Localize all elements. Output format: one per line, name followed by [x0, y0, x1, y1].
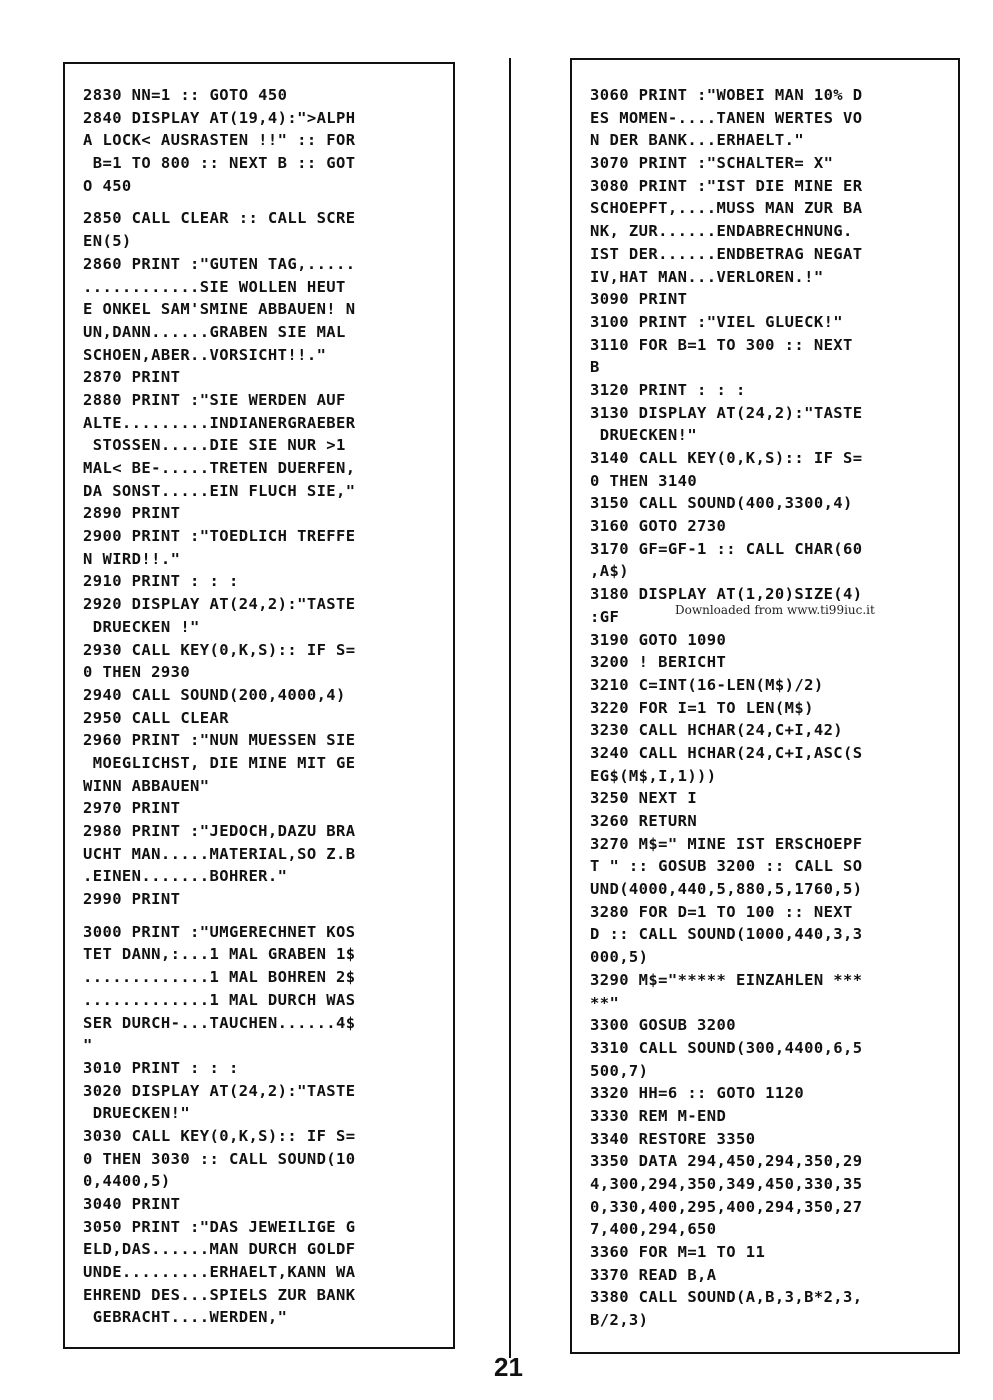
code-line: ALTE.........INDIANERGRAEBER [83, 413, 356, 432]
code-line: " [83, 1036, 93, 1055]
code-line: 3220 FOR I=1 TO LEN(M$) [590, 698, 814, 717]
code-line: 4,300,294,350,349,450,330,35 [590, 1175, 863, 1193]
code-line: GEBRACHT....WERDEN," [83, 1308, 288, 1327]
right-code-listing [590, 84, 863, 1332]
code-line: 3320 HH=6 :: GOTO 1120 [590, 1084, 805, 1103]
code-line: 3020 DISPLAY AT(24,2):"TASTE [83, 1081, 356, 1100]
code-line: DA SONST.....EIN FLUCH SIE," [83, 481, 356, 500]
code-line: DRUECKEN!" [83, 1104, 191, 1123]
code-line: 3300 GOSUB 3200 [590, 1016, 736, 1035]
code-line: 3360 FOR M=1 TO 11 [590, 1243, 766, 1262]
code-line: 3130 DISPLAY AT(24,2):"TASTE [590, 403, 863, 422]
code-line: **" [590, 993, 620, 1012]
code-line: 3350 DATA 294,450,294,350,29 [590, 1152, 863, 1171]
code-line: 3070 PRINT :"SCHALTER= X" [590, 154, 834, 173]
code-line: 3190 GOTO 1090 [590, 630, 727, 649]
code-line: STOSSEN.....DIE SIE NUR >1 [83, 436, 346, 455]
code-line: 3090 PRINT [590, 290, 688, 309]
code-line: B=1 TO 800 :: NEXT B :: GOT [83, 154, 356, 173]
code-line: 2930 CALL KEY(0,K,S):: IF S= [83, 640, 356, 659]
code-line: 3270 M$=" MINE IST ERSCHOEPF [590, 834, 863, 853]
code-line: 0,4400,5) [83, 1172, 171, 1191]
code-line: 2910 PRINT : : : [83, 572, 239, 591]
code-line: 2940 CALL SOUND(200,4000,4) [83, 685, 346, 704]
column-divider [509, 58, 511, 1358]
code-line: 0 THEN 3140 [590, 471, 698, 490]
code-line: .............1 MAL DURCH WAS [83, 990, 356, 1009]
code-line: UN,DANN......GRABEN SIE MAL [83, 322, 346, 341]
page-number: 21 [494, 1352, 523, 1382]
right-listing-frame [570, 58, 960, 1354]
code-line: 3180 DISPLAY AT(1,20)SIZE(4) [590, 585, 863, 604]
code-line: 2890 PRINT [83, 504, 181, 523]
code-line: ES MOMEN-....TANEN WERTES VO [590, 108, 863, 127]
code-line: D :: CALL SOUND(1000,440,3,3 [590, 925, 863, 944]
code-line: 3110 FOR B=1 TO 300 :: NEXT [590, 335, 853, 354]
code-line: EN(5) [83, 232, 132, 251]
code-line: 3260 RETURN [590, 812, 698, 830]
code-line: 3030 CALL KEY(0,K,S):: IF S= [83, 1126, 356, 1145]
code-line: 2980 PRINT :"JEDOCH,DAZU BRA [83, 822, 356, 840]
code-line: UND(4000,440,5,880,5,1760,5) [590, 880, 863, 899]
code-line: E ONKEL SAM'SMINE ABBAUEN! N [83, 300, 356, 319]
code-line: 3240 CALL HCHAR(24,C+I,ASC(S [590, 743, 863, 762]
code-line: 2960 PRINT :"NUN MUESSEN SIE [83, 731, 356, 750]
code-line: 3210 C=INT(16-LEN(M$)/2) [590, 675, 824, 694]
code-line: EG$(M$,I,1))) [590, 766, 717, 785]
code-line: 2920 DISPLAY AT(24,2):"TASTE [83, 595, 356, 614]
code-line: 3290 M$="***** EINZAHLEN *** [590, 970, 863, 989]
code-line: 3200 ! BERICHT [590, 653, 727, 672]
left-listing-frame [63, 62, 455, 1349]
code-line: UCHT MAN.....MATERIAL,SO Z.B [83, 844, 356, 863]
code-line: 3340 RESTORE 3350 [590, 1129, 756, 1148]
code-line: 2880 PRINT :"SIE WERDEN AUF [83, 390, 346, 409]
code-line: 2950 CALL CLEAR [83, 708, 229, 727]
code-line: 3010 PRINT : : : [83, 1058, 239, 1077]
code-line: 3370 READ B,A [590, 1265, 717, 1284]
code-line: N DER BANK...ERHAELT." [590, 131, 805, 150]
code-line: O 450 [83, 176, 132, 195]
code-line: .............1 MAL BOHREN 2$ [83, 968, 356, 987]
code-line: 2990 PRINT [83, 890, 181, 909]
code-line: IV,HAT MAN...VERLOREN.!" [590, 267, 824, 286]
code-line: 3140 CALL KEY(0,K,S):: IF S= [590, 449, 863, 467]
code-line: 3100 PRINT :"VIEL GLUECK!" [590, 312, 844, 331]
code-line: DRUECKEN !" [83, 617, 200, 636]
code-line: .EINEN.......BOHRER." [83, 867, 288, 886]
code-line: UNDE.........ERHAELT,KANN WA [83, 1263, 356, 1282]
code-line: :GF [590, 607, 620, 626]
download-watermark: Downloaded from www.ti99iuc.it [675, 603, 875, 617]
code-line: 2850 CALL CLEAR :: CALL SCRE [83, 209, 356, 228]
code-line: 3050 PRINT :"DAS JEWEILIGE G [83, 1217, 356, 1236]
code-line: T " :: GOSUB 3200 :: CALL SO [590, 857, 863, 876]
code-line: 2830 NN=1 :: GOTO 450 [83, 86, 288, 104]
code-line: 3160 GOTO 2730 [590, 517, 727, 536]
code-line: 3380 CALL SOUND(A,B,3,B*2,3, [590, 1288, 863, 1307]
code-line: 7,400,294,650 [590, 1220, 717, 1239]
code-line: 0 THEN 3030 :: CALL SOUND(10 [83, 1149, 356, 1168]
code-line: 3080 PRINT :"IST DIE MINE ER [590, 176, 863, 195]
code-line: 2870 PRINT [83, 368, 181, 387]
code-line: DRUECKEN!" [590, 426, 698, 445]
code-line: 2840 DISPLAY AT(19,4):">ALPH [83, 108, 356, 127]
code-line: ............SIE WOLLEN HEUT [83, 277, 346, 296]
code-line: NK, ZUR......ENDABRECHNUNG. [590, 222, 853, 241]
code-line: 000,5) [590, 948, 649, 967]
code-line: 3310 CALL SOUND(300,4400,6,5 [590, 1038, 863, 1057]
code-line: 3120 PRINT : : : [590, 380, 746, 399]
code-line: SCHOEPFT,....MUSS MAN ZUR BA [590, 199, 863, 218]
code-line: MAL< BE-.....TRETEN DUERFEN, [83, 459, 356, 477]
code-line: IST DER......ENDBETRAG NEGAT [590, 244, 863, 263]
code-line: EHREND DES...SPIELS ZUR BANK [83, 1285, 356, 1304]
blank-gap [83, 197, 356, 207]
code-line: 3000 PRINT :"UMGERECHNET KOS [83, 922, 356, 941]
code-line: SER DURCH-...TAUCHEN......4$ [83, 1013, 356, 1032]
left-code-listing [83, 84, 356, 1329]
code-line: 500,7) [590, 1061, 649, 1080]
code-line: 3170 GF=GF-1 :: CALL CHAR(60 [590, 539, 863, 558]
code-line: 0,330,400,295,400,294,350,27 [590, 1197, 863, 1216]
code-line: B [590, 358, 600, 377]
code-line: 2970 PRINT [83, 799, 181, 818]
code-line: 3280 FOR D=1 TO 100 :: NEXT [590, 902, 853, 921]
code-line: N WIRD!!." [83, 549, 181, 568]
code-line: B/2,3) [590, 1311, 649, 1330]
code-line: TET DANN,:...1 MAL GRABEN 1$ [83, 945, 356, 964]
code-line: ELD,DAS......MAN DURCH GOLDF [83, 1240, 356, 1259]
code-line: SCHOEN,ABER..VORSICHT!!." [83, 345, 327, 364]
code-line: A LOCK< AUSRASTEN !!" :: FOR [83, 131, 356, 150]
code-line: 3060 PRINT :"WOBEI MAN 10% D [590, 86, 863, 104]
code-line: 0 THEN 2930 [83, 663, 191, 682]
code-line: 3230 CALL HCHAR(24,C+I,42) [590, 721, 844, 740]
code-line: 3150 CALL SOUND(400,3300,4) [590, 494, 853, 513]
code-line: WINN ABBAUEN" [83, 776, 210, 795]
code-line: 3330 REM M-END [590, 1106, 727, 1125]
code-line: 2900 PRINT :"TOEDLICH TREFFE [83, 527, 356, 546]
code-line: 3250 NEXT I [590, 789, 698, 808]
code-line: 2860 PRINT :"GUTEN TAG,..... [83, 254, 356, 273]
code-line: 3040 PRINT [83, 1195, 181, 1213]
code-line: ,A$) [590, 562, 629, 581]
blank-gap [83, 911, 356, 921]
code-line: MOEGLICHST, DIE MINE MIT GE [83, 753, 356, 772]
